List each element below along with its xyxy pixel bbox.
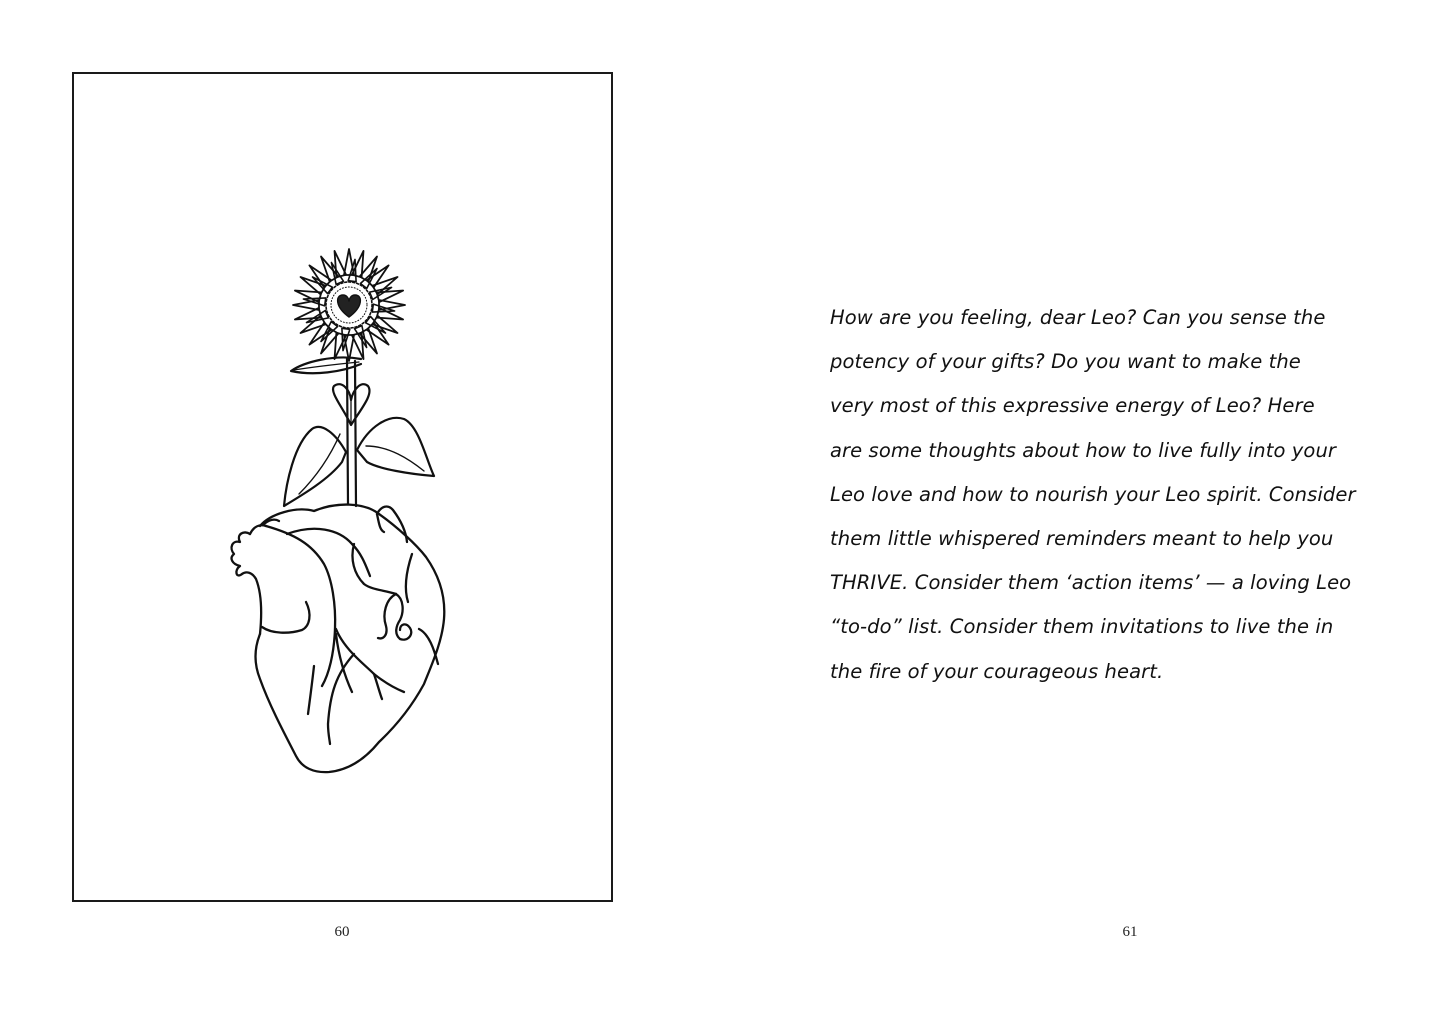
page-number-right: 61 — [1122, 924, 1138, 940]
leaf-right — [357, 418, 434, 476]
paragraph-line: them little whispered reminders meant to help you — [830, 526, 1334, 550]
left-page — [0, 0, 722, 1012]
sunflower-icon — [293, 249, 405, 361]
paragraph-line: THRIVE. Consider them ‘action items’ — a loving Leo — [830, 571, 1352, 595]
stem — [347, 359, 348, 504]
paragraph-line: How are you feeling, dear Leo? Can you sense the — [830, 306, 1326, 329]
heart-sunflower-illustration — [74, 74, 615, 904]
anatomical-heart-icon — [232, 505, 445, 773]
paragraph-line: are some thoughts about how to live fully into your — [830, 438, 1337, 462]
body-paragraph — [830, 296, 1390, 694]
paragraph-line: the fire of your courageous heart. — [830, 659, 1164, 683]
page-number-left: 60 — [334, 924, 350, 940]
paragraph-line: Leo love and how to nourish your Leo spirit. Consider — [830, 482, 1356, 506]
paragraph-line: very most of this expressive energy of Leo? Here — [830, 394, 1315, 418]
illustration-frame — [72, 72, 613, 902]
paragraph-line: “to-do” list. Consider them invitations to live the in — [830, 615, 1334, 639]
leo-glyph-icon — [378, 594, 411, 640]
right-page — [722, 0, 1445, 1012]
leaf-left — [284, 427, 346, 506]
paragraph-line: potency of your gifts? Do you want to make the — [830, 350, 1301, 374]
